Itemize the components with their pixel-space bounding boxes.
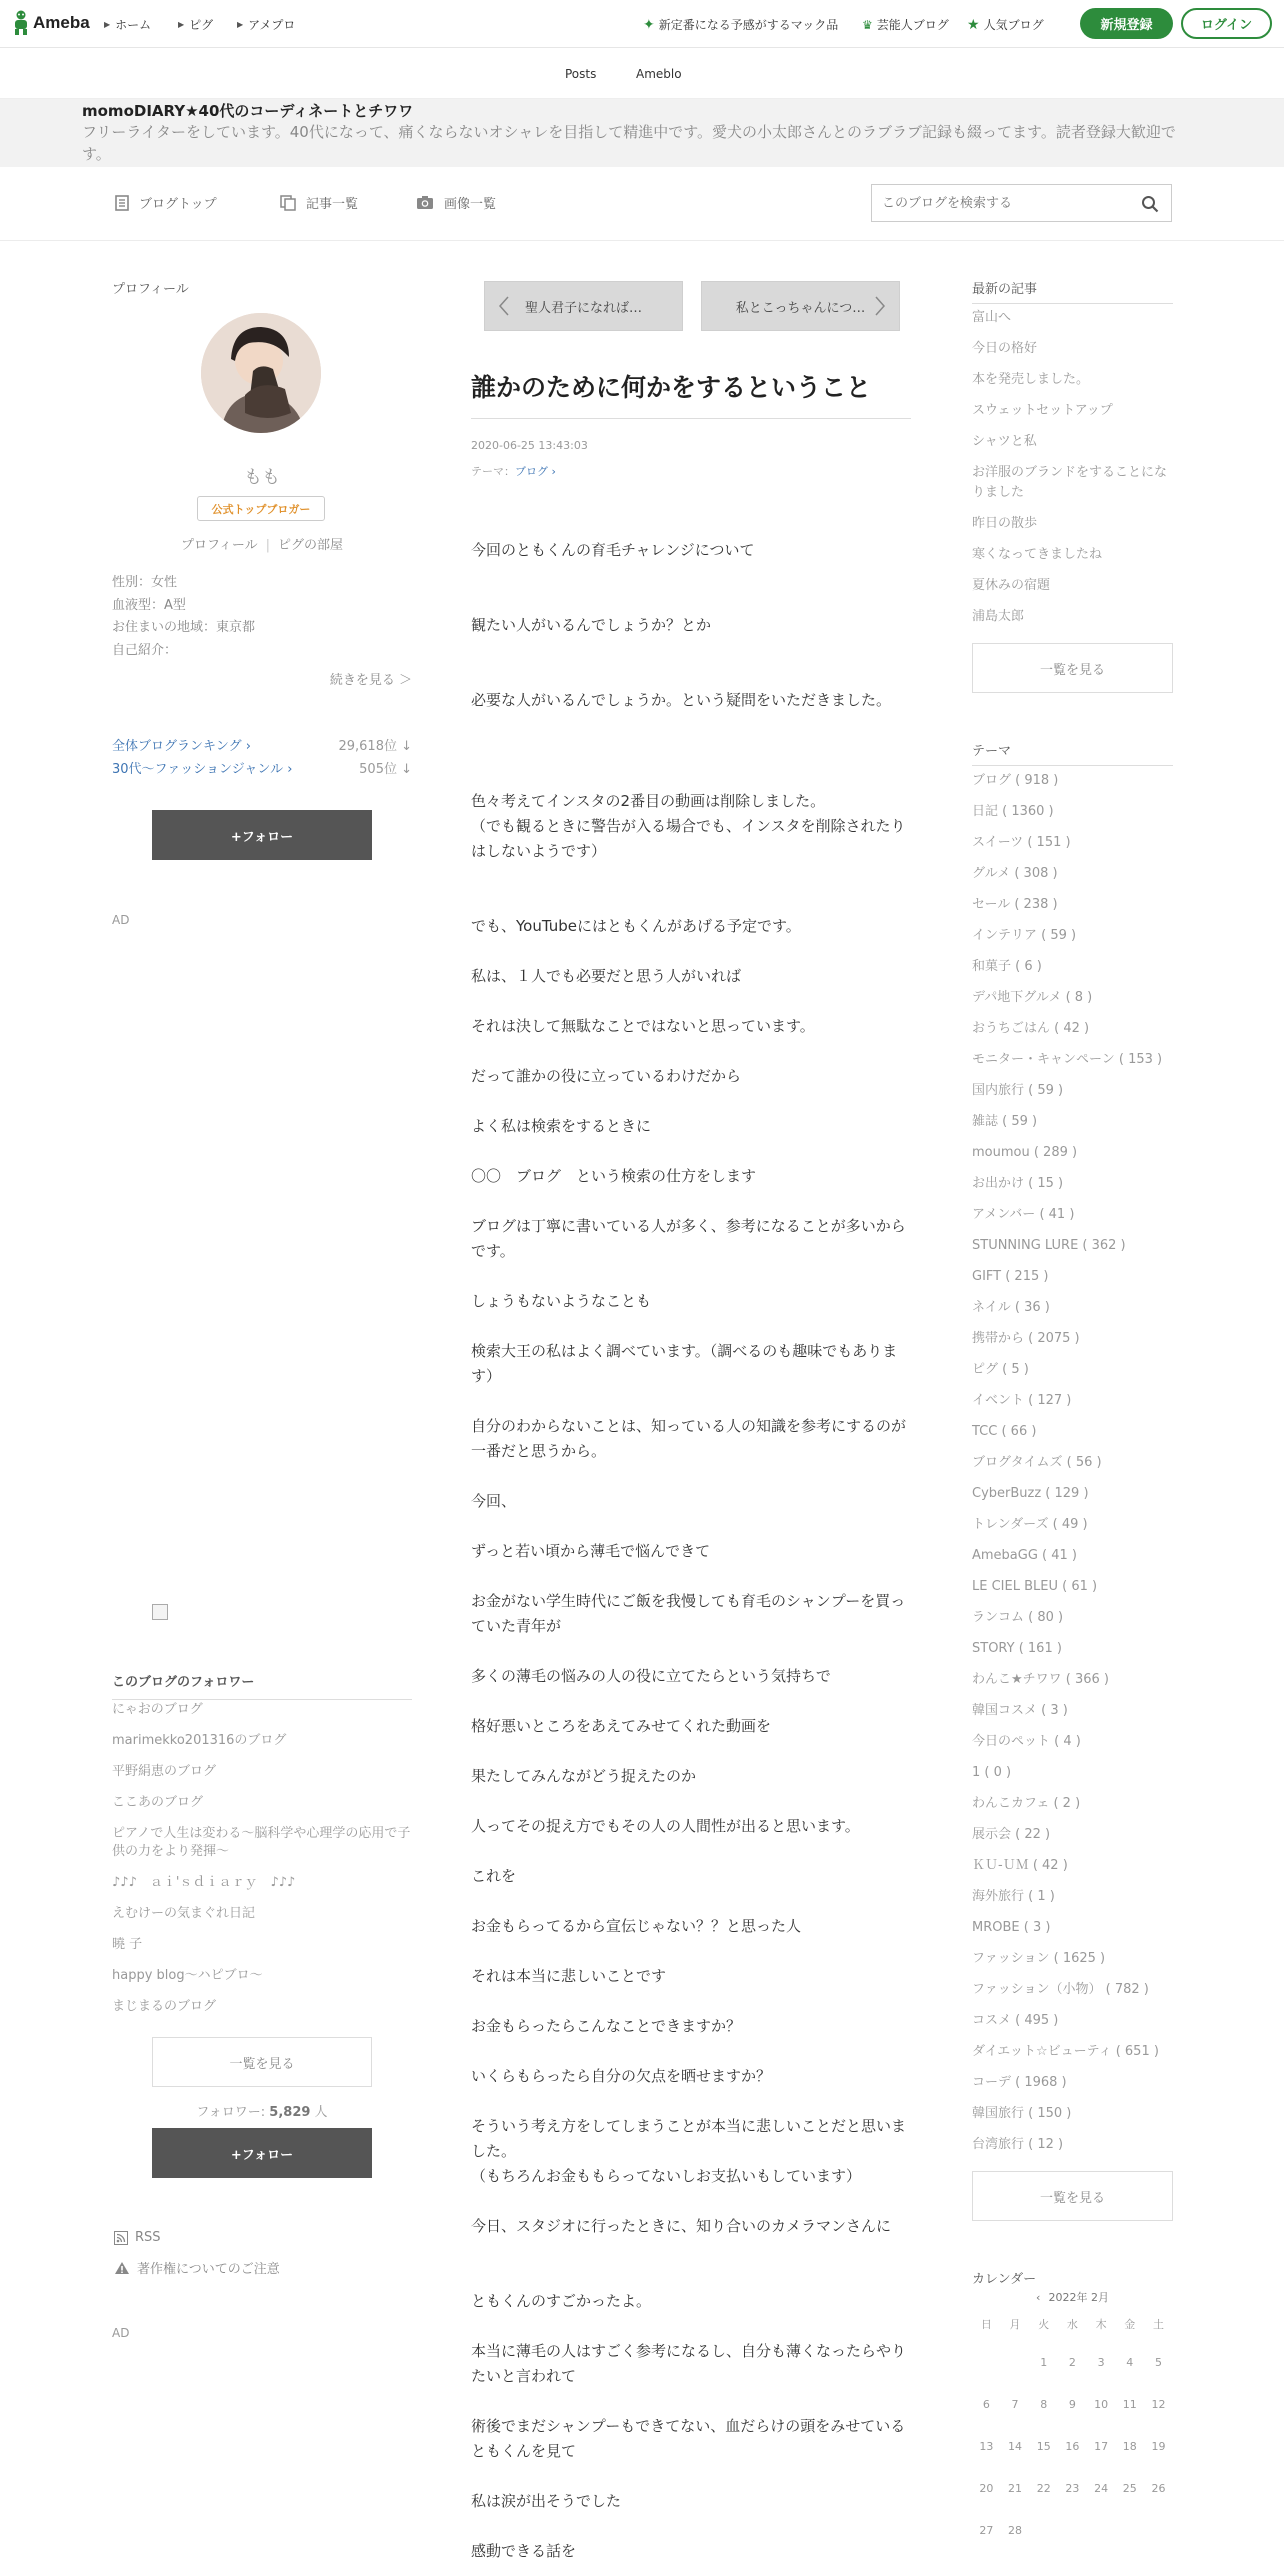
avatar-image: [201, 313, 321, 433]
article-paragraph: 多くの薄毛の悩みの人の役に立てたらという気持ちで: [471, 1667, 831, 1685]
theme-item[interactable]: GIFT ( 215 ): [972, 1269, 1049, 1284]
article-paragraph: でも、YouTubeにはともくんがあげる予定です。: [471, 917, 801, 935]
recent-article-item[interactable]: 今日の格好: [972, 341, 1038, 356]
next-article-button[interactable]: [701, 281, 900, 331]
calendar-day[interactable]: 23: [1065, 2482, 1080, 2495]
theme-item[interactable]: MROBE ( 3 ): [972, 1920, 1051, 1935]
image-list-label: 画像一覧: [444, 197, 497, 212]
calendar-day[interactable]: 8: [1040, 2398, 1048, 2411]
article-paragraph: 必要な人がいるんでしょうか。という疑問をいただきました。: [471, 691, 892, 709]
follower-count-label: フォロワー:: [196, 2105, 270, 2120]
article-paragraph: だって誰かの役に立っているわけだから: [471, 1067, 742, 1085]
nav-home[interactable]: [104, 16, 151, 33]
blog-header: [0, 99, 1284, 167]
ranking-overall-link[interactable]: 全体ブログランキング ›: [112, 739, 251, 754]
blog-search-input[interactable]: [872, 185, 1122, 221]
ranking-row: [112, 759, 412, 782]
profile-more-link[interactable]: 続きを見る ＞: [329, 673, 412, 688]
calendar-day[interactable]: 22: [1036, 2482, 1051, 2495]
calendar-day[interactable]: 1: [1040, 2356, 1048, 2369]
document-icon: [115, 195, 129, 211]
recent-articles-list: [972, 308, 1173, 638]
theme-item[interactable]: 国内旅行 ( 59 ): [972, 1083, 1064, 1098]
calendar-weekday: 日: [980, 2318, 992, 2331]
pigg-room-link[interactable]: ピグの部屋: [278, 538, 344, 553]
calendar-day[interactable]: 4: [1126, 2356, 1134, 2369]
calendar-day[interactable]: 7: [1011, 2398, 1019, 2411]
theme-item[interactable]: 和菓子 ( 6 ): [972, 959, 1042, 974]
calendar-day[interactable]: 18: [1122, 2440, 1137, 2453]
follower-item[interactable]: happy blog～ハピブロ～: [112, 1968, 263, 1983]
article-paragraph: 果たしてみんながどう捉えたのか: [471, 1767, 697, 1785]
calendar-weekday: 木: [1095, 2318, 1107, 2331]
sub-nav: [0, 49, 1284, 99]
calendar-day[interactable]: 14: [1008, 2440, 1023, 2453]
article-paragraph: それは本当に悲しいことです: [471, 1967, 667, 1985]
article-paragraph: 検索大王の私はよく調べています。（調べるのも趣味でもあります）: [471, 1342, 898, 1385]
followers-heading: このブログのフォロワー: [112, 1671, 412, 1700]
calendar-day[interactable]: 3: [1097, 2356, 1105, 2369]
calendar-day[interactable]: 6: [982, 2398, 990, 2411]
calendar-day[interactable]: 10: [1094, 2398, 1109, 2411]
recent-article-item[interactable]: 夏休みの宿題: [972, 578, 1051, 593]
theme-item[interactable]: わんこ★チワワ ( 366 ): [972, 1672, 1110, 1687]
follower-count: [112, 2101, 412, 2120]
followers-list-button[interactable]: 一覧を見る: [152, 2037, 372, 2087]
recent-article-item[interactable]: お洋服のブランドをすることになりました: [972, 465, 1168, 500]
blog-top-link[interactable]: [115, 193, 217, 212]
theme-item[interactable]: 海外旅行 ( 1 ): [972, 1889, 1055, 1904]
theme-item[interactable]: グルメ ( 308 ): [972, 866, 1058, 881]
follower-item[interactable]: 曉 子: [112, 1937, 143, 1952]
recent-list-button[interactable]: 一覧を見る: [972, 643, 1173, 693]
article-paragraph: 術後でまだシャンプーもできてない、血だらけの頭をみせているともくんを見て: [471, 2417, 906, 2460]
theme-item[interactable]: ブログ ( 918 ): [972, 773, 1059, 788]
theme-item[interactable]: スイーツ ( 151 ): [972, 835, 1071, 850]
theme-item[interactable]: わんこカフェ ( 2 ): [972, 1796, 1081, 1811]
article-paragraph: よく私は検索をするときに: [471, 1117, 652, 1135]
article-paragraph: 感動できる話を: [471, 2542, 577, 2560]
link-celebrity-blog[interactable]: [862, 16, 949, 33]
article-paragraph: お金もらったらこんなことできますか？: [471, 2017, 742, 2035]
calendar-prev-icon[interactable]: ‹: [1036, 2291, 1041, 2304]
ranking-list: [112, 736, 412, 781]
nav-pigg[interactable]: [178, 16, 213, 33]
nav-amepro-label: アメプロ: [248, 18, 296, 32]
article-paragraph: ブログは丁寧に書いている人が多く、参考になることが多いからです。: [471, 1217, 906, 1260]
recent-article-item[interactable]: 富山へ: [972, 310, 1012, 325]
article-title: 誰かのために何かをするということ: [471, 370, 911, 419]
article-paragraph: しょうもないようなことも: [471, 1292, 652, 1310]
article-paragraph: これを: [471, 1867, 517, 1885]
theme-item[interactable]: TCC ( 66 ): [972, 1424, 1037, 1439]
themes-list-button[interactable]: 一覧を見る: [972, 2171, 1173, 2221]
theme-item[interactable]: ファッション（小物） ( 782 ): [972, 1982, 1149, 1997]
divider: |: [265, 538, 271, 553]
calendar-day[interactable]: 11: [1122, 2398, 1137, 2411]
theme-item[interactable]: ダイエット☆ビューティ ( 651 ): [972, 2044, 1159, 2059]
article-paragraph: 今日、スタジオに行ったときに、知り合いのカメラマンさんに: [471, 2217, 892, 2235]
theme-item[interactable]: モニター・キャンペーン ( 153 ): [972, 1052, 1163, 1067]
article-list-link[interactable]: [280, 193, 358, 212]
calendar-week-row: [972, 2482, 1173, 2524]
link-popular-label: 人気ブログ: [983, 18, 1044, 32]
theme-item[interactable]: 今日のペット ( 4 ): [972, 1734, 1081, 1749]
calendar-nav: [972, 2289, 1173, 2305]
follower-item[interactable]: にゃおのブログ: [112, 1702, 203, 1717]
follower-item[interactable]: ここあのブログ: [112, 1795, 204, 1810]
profile-blood-type: 血液型：A型: [112, 597, 186, 613]
follower-item[interactable]: えむけーの気まぐれ日記: [112, 1906, 256, 1921]
theme-item[interactable]: STUNNING LURE ( 362 ): [972, 1238, 1126, 1253]
chevron-right-icon: [869, 295, 889, 317]
copyright-notice-link[interactable]: [114, 2258, 280, 2277]
calendar-day[interactable]: 27: [979, 2524, 994, 2537]
article-paragraph: いくらもらったら自分の欠点を晒せますか？: [471, 2067, 772, 2085]
chevron-left-icon: [495, 295, 515, 317]
calendar-day: [1087, 2524, 1116, 2566]
sparkle-icon: ✦: [643, 16, 655, 33]
ameba-logo-icon: [12, 10, 30, 36]
calendar-weekday: 月: [1009, 2318, 1021, 2331]
theme-item[interactable]: トレンダーズ ( 49 ): [972, 1517, 1088, 1532]
calendar-day: [1115, 2524, 1144, 2566]
chevron-right-icon: ▶: [104, 20, 111, 29]
chevron-right-icon: ▶: [178, 20, 185, 29]
recent-article-item[interactable]: 浦島太郎: [972, 609, 1025, 624]
calendar-day[interactable]: 5: [1154, 2356, 1162, 2369]
calendar-weekday: 水: [1066, 2318, 1078, 2331]
calendar-day[interactable]: 16: [1065, 2440, 1080, 2453]
theme-item[interactable]: おうちごはん ( 42 ): [972, 1021, 1090, 1036]
theme-item[interactable]: ランコム ( 80 ): [972, 1610, 1064, 1625]
warning-icon: [114, 2261, 130, 2275]
theme-link[interactable]: ブログ ›: [515, 465, 556, 478]
prev-article-button[interactable]: [484, 281, 683, 331]
calendar-month: 2022年 2月: [1048, 2291, 1109, 2304]
article-paragraph: ずっと若い頃から薄毛で悩んできて: [471, 1542, 711, 1560]
article-paragraph: 私は、１人でも必要だと思う人がいれば: [471, 967, 742, 985]
subnav-posts[interactable]: Posts: [565, 67, 597, 81]
prev-article-title: 聖人君子になれば…: [524, 300, 642, 316]
chevron-right-icon: ▶: [237, 20, 244, 29]
calendar-week-row: [972, 2398, 1173, 2440]
article-list-label: 記事一覧: [306, 197, 359, 212]
follower-item[interactable]: 平野絹恵のブログ: [112, 1764, 217, 1779]
calendar-day[interactable]: 20: [979, 2482, 994, 2495]
blog-description: フリーライターをしています。40代になって、痛くならないオシャレを目指して精進中です。愛犬の小太郎さんとのラブラブ記録も綴ってます。読者登録大歓迎です。: [82, 123, 1176, 163]
profile-name[interactable]: もも: [244, 467, 280, 488]
ranking-genre-link[interactable]: 30代〜ファッションジャンル ›: [112, 761, 293, 777]
theme-item[interactable]: AmebaGG ( 41 ): [972, 1548, 1078, 1563]
ameba-logo[interactable]: [12, 10, 90, 36]
calendar-week-row: [972, 2524, 1173, 2566]
ranking-row: [112, 736, 412, 759]
theme-item[interactable]: ファッション ( 1625 ): [972, 1951, 1106, 1966]
calendar-day: [1058, 2524, 1087, 2566]
recent-articles-heading: 最新の記事: [972, 278, 1173, 304]
search-icon[interactable]: [1141, 195, 1159, 213]
profile-heading: プロフィール: [112, 282, 189, 297]
calendar-week-row: [972, 2356, 1173, 2398]
calendar-day[interactable]: 19: [1151, 2440, 1166, 2453]
link-popular-blog[interactable]: [967, 16, 1044, 33]
theme-item[interactable]: LE CIEL BLEU ( 61 ): [972, 1579, 1098, 1594]
image-list-link[interactable]: [416, 193, 496, 212]
blog-title[interactable]: momoDIARY★40代のコーディネートとチワワ: [82, 102, 414, 120]
theme-item[interactable]: moumou ( 289 ): [972, 1145, 1078, 1160]
calendar-heading: カレンダー: [972, 2272, 1037, 2287]
subnav-ameblo[interactable]: Ameblo: [636, 67, 682, 81]
theme-item[interactable]: セール ( 238 ): [972, 897, 1058, 912]
nav-pigg-label: ピグ: [189, 18, 214, 32]
calendar-day[interactable]: 2: [1068, 2356, 1076, 2369]
theme-item[interactable]: ＫＵ-ＵＭ ( 42 ): [972, 1858, 1068, 1873]
article-paragraph: 私は涙が出そうでした: [471, 2492, 622, 2510]
calendar-day[interactable]: 15: [1036, 2440, 1051, 2453]
calendar-weekday-row: [972, 2316, 1173, 2356]
link-celebrity-label: 芸能人ブログ: [876, 18, 949, 32]
rss-link[interactable]: [114, 2230, 161, 2245]
article-paragraph: ともくんのすごかったよ。: [471, 2292, 652, 2310]
recent-article-item[interactable]: シャツと私: [972, 434, 1037, 449]
blog-search[interactable]: [871, 184, 1172, 222]
calendar-day[interactable]: 21: [1008, 2482, 1023, 2495]
profile-intro: 自己紹介：: [112, 642, 178, 658]
article-paragraph: それは決して無駄なことではないと思っています。: [471, 1017, 815, 1035]
follower-item[interactable]: まじまるのブログ: [112, 1999, 217, 2014]
profile-attributes: [112, 572, 255, 662]
theme-item[interactable]: お出かけ ( 15 ): [972, 1176, 1064, 1191]
profile-link[interactable]: プロフィール: [180, 538, 258, 553]
logo-text: Ameba: [33, 13, 90, 32]
theme-item[interactable]: イベント ( 127 ): [972, 1393, 1072, 1408]
rss-label: RSS: [135, 2230, 161, 2245]
crown-icon: ♛: [862, 17, 873, 32]
recent-article-item[interactable]: スウェットセットアップ: [972, 403, 1113, 418]
theme-item[interactable]: コスメ ( 495 ): [972, 2013, 1059, 2028]
follower-item[interactable]: marimekko201316のブログ: [112, 1733, 287, 1748]
follower-item[interactable]: ♪♪♪ ａｉ'ｓｄｉａｒｙ ♪♪♪: [112, 1875, 296, 1890]
avatar[interactable]: [201, 313, 321, 433]
calendar-grid: [972, 2316, 1173, 2566]
theme-item[interactable]: 日記 ( 1360 ): [972, 804, 1054, 819]
article-paragraph: 人ってその捉え方でもその人の人間性が出ると思います。: [471, 1817, 860, 1835]
copy-icon: [280, 195, 296, 211]
theme-item[interactable]: CyberBuzz ( 129 ): [972, 1486, 1089, 1501]
theme-item[interactable]: 展示会 ( 22 ): [972, 1827, 1051, 1842]
theme-item[interactable]: 台湾旅行 ( 12 ): [972, 2137, 1064, 2152]
article-paragraph: 〇〇 ブログ という検索の仕方をします: [471, 1167, 757, 1185]
calendar-weekday: 土: [1152, 2318, 1164, 2331]
star-icon: ★: [967, 16, 980, 33]
ranking-label: 30代〜ファッションジャンル: [112, 761, 284, 777]
article-paragraph: 色々考えてインスタの2番目の動画は削除しました。 （でも観るときに警告が入る場合でも、インスタを削除されたりはしないようです）: [471, 792, 906, 860]
theme-item[interactable]: アメンバー ( 41 ): [972, 1207, 1075, 1222]
ad-label: AD: [112, 913, 130, 927]
ad-label: AD: [112, 2326, 130, 2340]
recent-article-item[interactable]: 昨日の散歩: [972, 516, 1038, 531]
theme-item[interactable]: デパ地下グルメ ( 8 ): [972, 990, 1093, 1005]
article-date: 2020-06-25 13:43:03: [471, 439, 588, 452]
ranking-label: 全体ブログランキング: [112, 739, 242, 754]
followers-list: [112, 1701, 412, 2029]
theme-item[interactable]: インテリア ( 59 ): [972, 928, 1077, 943]
ranking-value: 29,618位 ↓: [338, 739, 412, 754]
next-article-title: 私とこっちゃんにつ…: [735, 300, 866, 316]
theme-item[interactable]: ネイル ( 36 ): [972, 1300, 1050, 1315]
calendar-day[interactable]: 26: [1151, 2482, 1166, 2495]
theme-item[interactable]: 韓国コスメ ( 3 ): [972, 1703, 1068, 1718]
ranking-value: 505位 ↓: [359, 761, 412, 777]
recent-article-item[interactable]: 本を発売しました。: [972, 372, 1090, 387]
register-button[interactable]: 新規登録: [1080, 8, 1173, 39]
calendar-day[interactable]: 24: [1094, 2482, 1109, 2495]
article-paragraph: お金もらってるから宣伝じゃない？？と思った人: [471, 1917, 802, 1935]
calendar-week-row: [972, 2440, 1173, 2482]
profile-links: [112, 534, 412, 553]
calendar-day[interactable]: 25: [1122, 2482, 1137, 2495]
article-paragraph: 今回のともくんの育毛チャレンジについて: [471, 541, 755, 559]
calendar-day: [1029, 2524, 1058, 2566]
recent-article-item[interactable]: 寒くなってきましたね: [972, 547, 1103, 562]
profile-region: お住まいの地域：東京都: [112, 620, 256, 635]
calendar-day[interactable]: 13: [979, 2440, 994, 2453]
nav-amepro[interactable]: [237, 16, 295, 33]
login-button[interactable]: ログイン: [1181, 8, 1272, 39]
follow-button[interactable]: +フォロー: [152, 810, 372, 860]
follower-count-value: 5,829: [269, 2105, 311, 2120]
calendar-day[interactable]: 9: [1068, 2398, 1076, 2411]
themes-list: [972, 772, 1182, 2167]
follower-count-unit: 人: [310, 2105, 328, 2120]
follow-button-bottom[interactable]: +フォロー: [152, 2128, 372, 2178]
copyright-label: 著作権についてのご注意: [137, 2262, 280, 2277]
camera-icon: [416, 195, 434, 210]
top-blogger-badge[interactable]: 公式トップブロガー: [197, 496, 325, 521]
article-paragraph: 格好悪いところをあえてみせてくれた動画を: [471, 1717, 772, 1735]
theme-item[interactable]: 携帯から ( 2075 ): [972, 1331, 1080, 1346]
rss-icon: [114, 2231, 128, 2245]
global-header: [0, 0, 1284, 48]
article-paragraph: 今回、: [471, 1492, 517, 1510]
article-paragraph: 観たい人がいるんでしょうか？とか: [471, 616, 712, 634]
calendar-day[interactable]: 12: [1151, 2398, 1166, 2411]
theme-name: ブログ: [515, 465, 548, 478]
article-theme: [471, 463, 556, 479]
article-paragraph: 自分のわからないことは、知っている人の知識を参考にするのが一番だと思うから。: [471, 1417, 907, 1460]
profile-gender: 性別：女性: [112, 575, 178, 590]
themes-heading: テーマ: [972, 740, 1173, 766]
theme-item[interactable]: ブログタイムズ ( 56 ): [972, 1455, 1102, 1470]
calendar-day: [1144, 2524, 1173, 2566]
article-paragraph: そういう考え方をしてしまうことが本当に悲しいことだと思いました。 （もちろんお金ももらってないしお支払いもしています）: [471, 2117, 907, 2185]
theme-item[interactable]: 1 ( 0 ): [972, 1765, 1012, 1780]
theme-item[interactable]: STORY ( 161 ): [972, 1641, 1062, 1656]
link-mac-item-label: 新定番になる予感がするマック品: [658, 18, 839, 32]
calendar-day: [1001, 2356, 1030, 2398]
theme-item[interactable]: コーデ ( 1968 ): [972, 2075, 1067, 2090]
blog-top-label: ブログトップ: [139, 197, 217, 212]
calendar-day[interactable]: 28: [1008, 2524, 1023, 2537]
calendar-day: [972, 2356, 1001, 2398]
theme-item[interactable]: 韓国旅行 ( 150 ): [972, 2106, 1072, 2121]
theme-item[interactable]: ピグ ( 5 ): [972, 1362, 1029, 1377]
link-mac-item[interactable]: [643, 16, 838, 33]
article-paragraph: 本当に薄毛の人はすごく参考になるし、自分も薄くなったらやりたいと言われて: [471, 2342, 907, 2385]
follower-item[interactable]: ピアノで人生は変わる～脳科学や心理学の応用で子供の力をより発揮～: [112, 1826, 411, 1859]
calendar-weekday: 火: [1038, 2318, 1050, 2331]
theme-label: テーマ：: [471, 465, 515, 478]
article-paragraph: お金がない学生時代にご飯を我慢しても育毛のシャンプーを買っていた青年が: [471, 1592, 906, 1635]
theme-item[interactable]: 雑誌 ( 59 ): [972, 1114, 1038, 1129]
calendar-weekday: 金: [1124, 2318, 1136, 2331]
nav-home-label: ホーム: [115, 18, 152, 32]
broken-image: [152, 1604, 168, 1620]
calendar-day[interactable]: 17: [1094, 2440, 1109, 2453]
